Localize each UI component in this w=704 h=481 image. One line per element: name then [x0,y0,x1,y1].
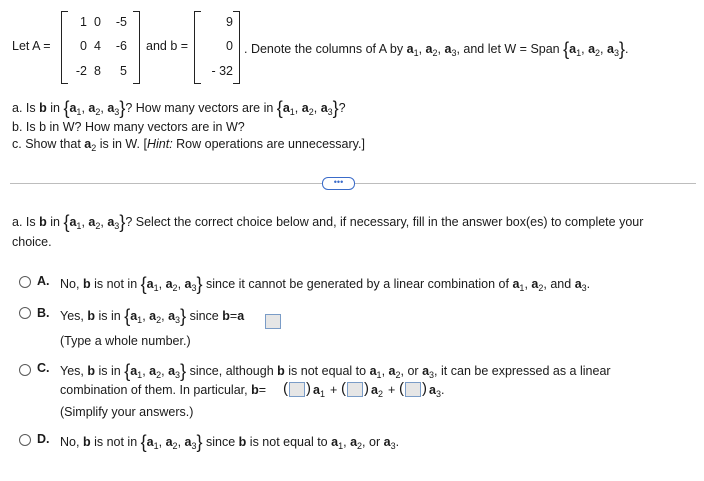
option-b-text: Yes, b is in {$a_1$, $a_2$, $a_3$} since b=a [60,306,245,326]
option-c-letter: C. [37,361,50,375]
matrix-a-cell: 1 [80,15,87,29]
answer-prompt-line2: choice. [12,235,52,249]
let-a-label: Let A = [12,39,51,53]
option-c-text: Yes, b is in {$a_1$, $a_2$, $a_3$} since, although b is not equal to $a_1$, $a_2$, or $a_3$, it can be expressed as a linear [60,361,611,381]
matrix-a-cell: -2 [75,64,87,78]
option-b-letter: B. [37,306,50,320]
option-b-note: (Type a whole number.) [60,334,191,348]
part-c-question: c. Show that $a_2$ is in W. [Hint: Row operations are unnecessary.] [12,137,365,153]
option-b-radio[interactable] [19,307,31,319]
answer-prompt-line1: a. Is b in {$a_1$, $a_2$, $a_3$}? Select the correct choice below and, if necessary, fill in the answer box(es) to complete your [12,212,644,232]
vector-b-cell: - 32 [211,64,233,78]
and-b-label: and b = [146,39,189,53]
option-d-radio[interactable] [19,434,31,446]
matrix-a-cell: 5 [120,64,127,78]
option-d-letter: D. [37,432,50,446]
matrix-a-cell: 4 [94,39,101,53]
matrix-a-cell: 0 [94,15,101,29]
option-c-note: (Simplify your answers.) [60,405,194,419]
option-a-text: No, b is not in {$a_1$, $a_2$, $a_3$} since it cannot be generated by a linear combination of $a_1$, $a_2$, and $a_3$. [60,274,591,294]
part-b-question: b. Is b in W? How many vectors are in W? [12,120,245,134]
matrix-a-cell: 8 [94,64,101,78]
denote-text: . Denote the columns of A by $a_1$, $a_2$, $a_3$, and let W = Span {$a_1$, $a_2$, $a_3$}. [244,39,629,59]
option-a-letter: A. [37,274,50,288]
more-options-button[interactable]: ••• [322,177,355,190]
option-b-subscript-input[interactable] [265,314,281,329]
option-c-line2: combination of them. In particular, b= [60,383,267,397]
option-c-radio[interactable] [19,364,31,376]
option-d-text: No, b is not in {$a_1$, $a_2$, $a_3$} since b is not equal to $a_1$, $a_2$, or $a_3$. [60,432,400,452]
option-c-coef1-input[interactable] [289,382,305,397]
option-c-coef3-input[interactable] [405,382,421,397]
matrix-a-cell: 0 [80,39,87,53]
vector-b-cell: 9 [226,15,233,29]
option-a-radio[interactable] [19,276,31,288]
span-set: {$a_1$, $a_2$, $a_3$} [563,39,625,59]
matrix-a-cell: -6 [115,39,127,53]
vector-b-cell: 0 [226,39,233,53]
part-a-question: a. Is b in {$a_1$, $a_2$, $a_3$}? How many vectors are in {$a_1$, $a_2$, $a_3$}? [12,98,346,118]
matrix-a-cell: -5 [115,15,127,29]
option-c-coef2-input[interactable] [347,382,363,397]
